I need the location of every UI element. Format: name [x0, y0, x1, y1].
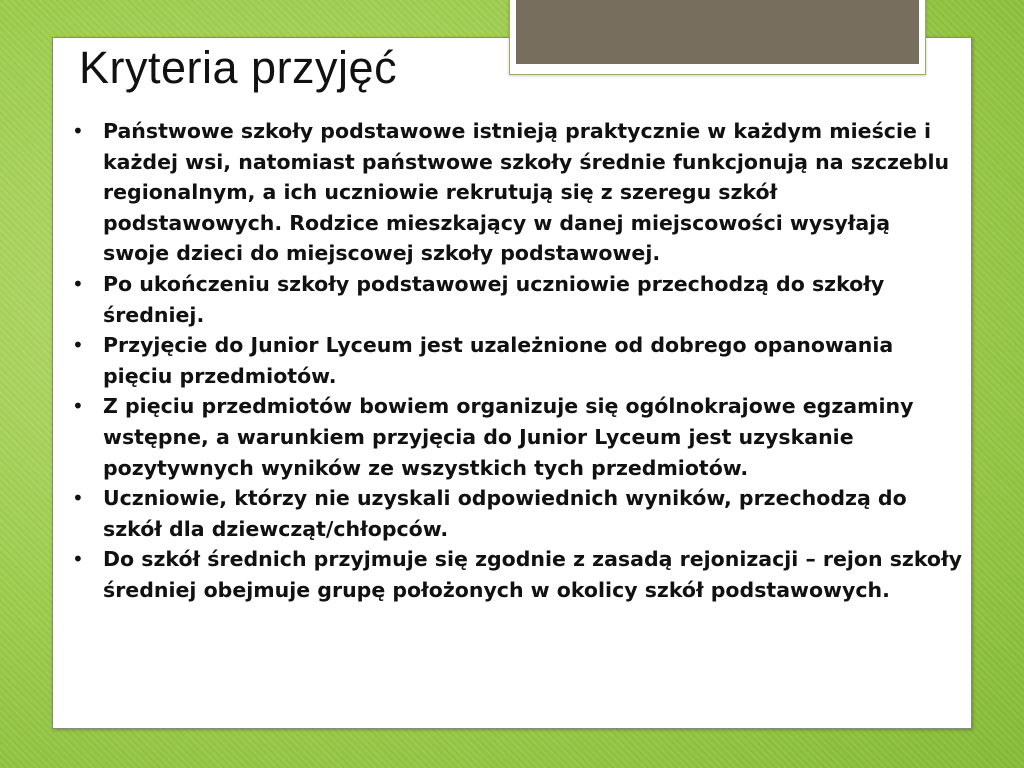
- bullet-item: [72, 269, 962, 330]
- bullet-list: [72, 116, 962, 606]
- bullet-item: [72, 544, 962, 605]
- bullet-text: Z pięciu przedmiotów bowiem organizuje się ogólnokrajowe egzaminy wstępne, a warunkiem przyjęcia do Junior Lyceum jest uzyskanie pozytywnych wyników ze wszystkich tych przedmiotów.: [103, 394, 914, 480]
- bullet-icon: •: [72, 271, 84, 296]
- bullet-item: [72, 483, 962, 544]
- bullet-icon: •: [72, 394, 84, 419]
- decorative-tab-fill: [516, 0, 919, 64]
- bullet-icon: •: [72, 333, 84, 358]
- bullet-item: [72, 391, 962, 483]
- bullet-text: Uczniowie, którzy nie uzyskali odpowiednich wyników, przechodzą do szkół dla dziewcząt/chłopców.: [103, 486, 907, 541]
- decorative-tab: [509, 0, 926, 75]
- bullet-text: Państwowe szkoły podstawowe istnieją praktycznie w każdym mieście i każdej wsi, natomiast państwowe szkoły średnie funkcjonują na szczeblu regionalnym, a ich uczniowie rekrutują się z szeregu szkół podstawowych. Rodzice mieszkający w danej miejscowości wysyłają swoje dzieci do miejscowej szkoły podstawowej.: [103, 119, 950, 266]
- bullet-item: [72, 330, 962, 391]
- bullet-icon: •: [72, 547, 84, 572]
- bullet-text: Po ukończeniu szkoły podstawowej uczniowie przechodzą do szkoły średniej.: [103, 271, 885, 327]
- bullet-text: Do szkół średnich przyjmuje się zgodnie z zasadą rejonizacji – rejon szkoły średniej obejmuje grupę położonych w okolicy szkół podstawowych.: [103, 547, 962, 602]
- bullet-text: Przyjęcie do Junior Lyceum jest uzależnione od dobrego opanowania pięciu przedmiotów.: [103, 333, 894, 388]
- bullet-icon: •: [72, 119, 84, 143]
- slide-title: Kryteria przyjęć: [79, 42, 398, 93]
- bullet-icon: •: [72, 486, 84, 511]
- bullet-item: [72, 116, 962, 269]
